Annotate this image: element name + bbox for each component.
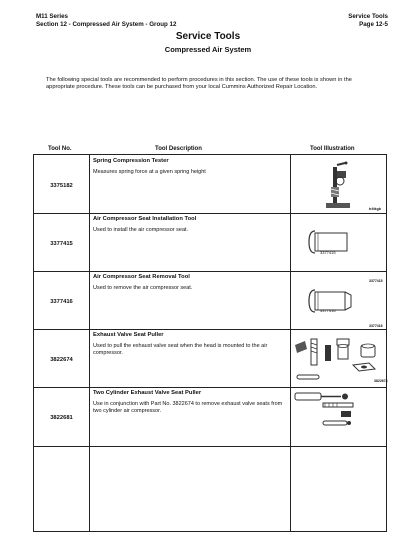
tool-description: Used to remove the air compressor seat. <box>93 285 193 291</box>
figure-tag: 3377415 <box>369 279 383 283</box>
tool-description: Measures spring force at a given spring height <box>93 169 206 175</box>
header-title: Service Tools <box>348 13 388 20</box>
figure-tag: 3377416 <box>369 324 383 328</box>
tool-name: Spring Compression Tester <box>93 158 169 164</box>
seat-installation-tool-icon <box>293 227 385 257</box>
tool-name: Two Cylinder Exhaust Valve Seat Puller <box>93 390 202 396</box>
intro-paragraph: The following special tools are recommended to perform procedures in this section. The use of these tools is shown in the appropriate procedure. These tools can be purchased from your local Cummins Authorized Repair Location. <box>46 77 352 90</box>
tool-description: Used to pull the exhaust valve seat when the head is mounted to the air compressor. <box>93 343 268 356</box>
row-divider <box>34 387 386 388</box>
valve-seat-puller-icon <box>293 331 385 387</box>
tool-name: Air Compressor Seat Installation Tool <box>93 216 197 222</box>
tool-description: Used to install the air compressor seat. <box>93 227 189 233</box>
figure-tag: 3822674 <box>374 379 388 383</box>
page-subtitle: Compressed Air System <box>164 45 252 54</box>
series-label: M11 Series <box>36 13 68 20</box>
tool-number: 3375182 <box>50 183 73 189</box>
seat-removal-tool-icon <box>293 286 385 316</box>
spring-tester-icon <box>293 159 385 211</box>
header-left <box>36 13 176 28</box>
tool-description: Use in conjunction with Part No. 3822674 to remove exhaust valve seats from two cylinder air compressor. <box>93 401 283 414</box>
page-number: Page 12-5 <box>359 20 388 28</box>
two-cylinder-puller-icon <box>293 391 385 441</box>
header-right <box>348 13 388 28</box>
column-header-description: Tool Description <box>155 146 202 152</box>
page-title: Service Tools <box>175 31 241 42</box>
part-label: 3377416 <box>320 308 336 313</box>
row-divider <box>34 213 386 214</box>
section-label: Section 12 - Compressed Air System - Group 12 <box>36 20 177 28</box>
figure-tag: tr4tkgb <box>369 207 381 211</box>
tool-name: Air Compressor Seat Removal Tool <box>93 274 190 280</box>
column-divider <box>290 155 291 531</box>
tool-number: 3822681 <box>50 415 73 421</box>
part-label: 3377415 <box>320 250 336 255</box>
row-divider <box>34 329 386 330</box>
tool-number: 3822674 <box>50 357 73 363</box>
row-divider <box>34 446 386 447</box>
tool-number: 3377415 <box>50 241 73 247</box>
column-header-tool-no: Tool No. <box>48 146 72 152</box>
tools-table <box>33 154 387 532</box>
column-divider <box>89 155 90 531</box>
column-header-illustration: Tool Illustration <box>310 146 355 152</box>
row-divider <box>34 271 386 272</box>
tool-number: 3377416 <box>50 299 73 305</box>
tool-name: Exhaust Valve Seat Puller <box>93 332 164 338</box>
